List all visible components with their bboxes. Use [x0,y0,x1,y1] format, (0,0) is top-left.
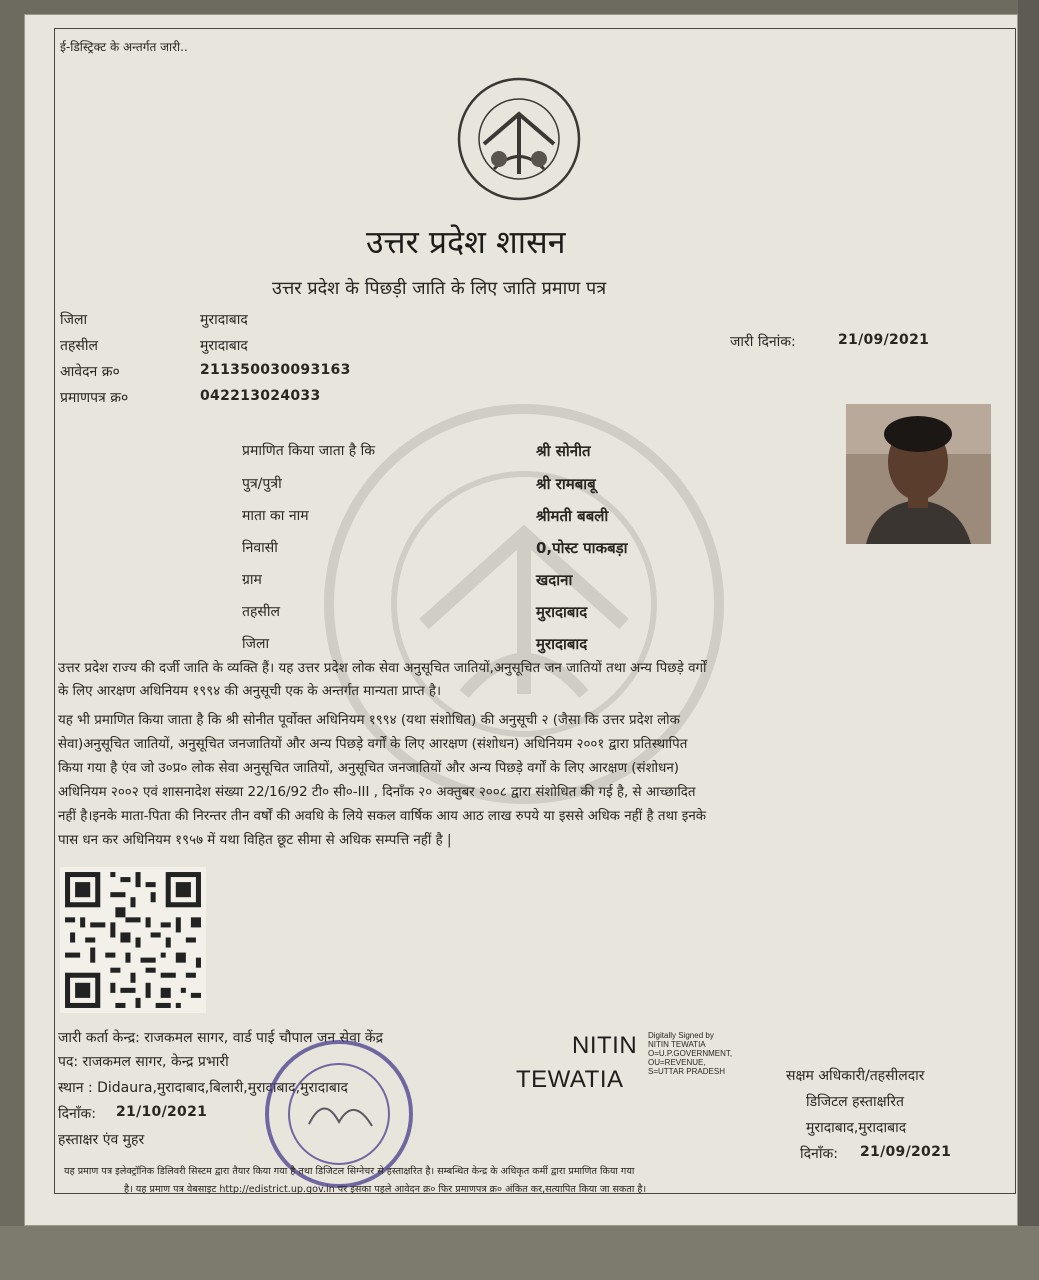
mother-name: श्रीमती बबली [536,507,609,525]
qr-code [60,867,206,1013]
issue-date-value: 21/09/2021 [838,332,930,348]
detail-label: निवासी [242,540,278,556]
application-label: आवेदन क्र० [60,364,120,380]
top-note: ई-डिस्ट्रिक्ट के अन्तर्गत जारी.. [60,40,188,54]
village: खदाना [536,571,573,589]
detail-label: जिला [242,636,270,652]
residence: 0,पोस्ट पाकबड़ा [536,539,628,557]
signature-date-value: 21/09/2021 [860,1144,952,1160]
document-title: उत्तर प्रदेश शासन [366,223,566,261]
body-text: यह भी प्रमाणित किया जाता है कि श्री सोनीत पूर्वोक्त अधिनियम १९९४ (यथा संशोधित) की अनुसूची २ (जैसा कि उत्तर प्रदेश लोक [58,713,680,728]
body-text: सेवा)अनुसूचित जातियों, अनुसूचित जनजातियों और अन्य पिछड़े वर्गों के लिए आरक्षण (संशोधन) अधिनियम २००१ द्वारा प्रतिस्थापित [58,737,688,752]
application-number: 211350030093163 [200,362,351,378]
detail-label: पुत्र/पुत्री [242,476,282,492]
detail-label: माता का नाम [242,508,309,524]
background-edge [1018,0,1039,1280]
signer-name-line2: TEWATIA [516,1066,624,1093]
digital-sign-line: O=U.P.GOVERNMENT, [648,1049,733,1058]
digital-signature-note: डिजिटल हस्ताक्षरित [806,1094,904,1110]
body-text: के लिए आरक्षण अधिनियम १९९४ की अनुसूची एक के अन्तर्गत मान्यता प्राप्त है। [58,684,442,699]
tehsil: मुरादाबाद [536,603,588,621]
signature-location: मुरादाबाद,मुरादाबाद [806,1120,907,1136]
detail-label: तहसील [242,604,280,620]
detail-label: ग्राम [242,572,262,588]
body-text: अधिनियम २००२ एवं शासनादेश संख्या 22/16/92 टी० सी०-III , दिनाँक २० अक्तुबर २००८ द्वारा संशोधित की गई है, से आच्छादित [58,785,696,800]
detail-label: प्रमाणित किया जाता है कि [242,443,376,459]
up-emblem-logo [444,74,594,204]
body-text: उत्तर प्रदेश राज्य की दर्जी जाति के व्यक्ति हैं। यह उत्तर प्रदेश लोक सेवा अनुसूचित जातियों,अनुसूचित जन जातियों तथा अन्य पिछड़े वर्गों [58,661,707,676]
issuer-place: स्थान : Didaura,मुरादाबाद,बिलारी,मुरादाबाद,मुरादाबाद [58,1080,348,1096]
district-label: जिला [60,312,88,328]
document-subtitle: उत्तर प्रदेश के पिछड़ी जाति के लिए जाति प्रमाण पत्र [272,278,607,299]
background-floor [0,1226,1039,1280]
issuer-date-label: दिनाँक: [58,1106,96,1122]
footer-note: है। यह प्रमाण पत्र वेबसाइट http://edistrict.up.gov.in पर इसका पहले आवेदन क्र० फिर प्रमाणपत्र क्र० अंकित कर,सत्यापित किया जा सकता है। [124,1184,647,1195]
tehsil-label: तहसील [60,338,98,354]
digital-sign-line: S=UTTAR PRADESH [648,1067,725,1076]
tehsil-value: मुरादाबाद [200,338,248,354]
issue-date-label: जारी दिनांक: [730,334,796,350]
district-value: मुरादाबाद [200,312,248,328]
body-text: पास धन कर अधिनियम १९५७ में यथा विहित छूट सीमा से अधिक सम्पत्ति नहीं है | [58,833,452,848]
body-text: नहीं है।इनके माता-पिता की निरन्तर तीन वर्षों की अवधि के लिये सकल वार्षिक आय आठ लाख रुपये या इससे अधिक नहीं है तथा इनके [58,809,707,824]
district: मुरादाबाद [536,635,588,653]
digital-sign-line: Digitally Signed by [648,1031,714,1040]
issuer-center: जारी कर्ता केन्द्र: राजकमल सागर, वार्ड पाई चौपाल जन सेवा केंद्र [58,1030,384,1046]
certificate-label: प्रमाणपत्र क्र० [60,390,129,406]
applicant-photo [846,404,991,544]
digital-sign-line: OU=REVENUE, [648,1058,706,1067]
signing-authority: सक्षम अधिकारी/तहसीलदार [786,1068,925,1084]
signature-date-label: दिनाँक: [800,1146,838,1162]
certificate-number: 042213024033 [200,388,321,404]
signer-name-line1: NITIN [572,1032,638,1059]
issuer-post: पद: राजकमल सागर, केन्द्र प्रभारी [58,1054,229,1070]
issuer-sign: हस्ताक्षर एंव मुहर [58,1132,145,1148]
father-name: श्री रामबाबू [536,475,596,493]
footer-note: यह प्रमाण पत्र इलेक्ट्रॉनिक डिलिवरी सिस्टम द्वारा तैयार किया गया है तथा डिजिटल सिग्नेचर से हस्ताक्षरित है। सम्बन्धित केन्द्र के अधिकृत कर्मी द्वारा प्रमाणित किया गया [64,1166,635,1177]
body-text: किया गया है एंव जो उ०प्र० लोक सेवा अनुसूचित जातियों, अनुसूचित जनजातियों और अन्य पिछड़े वर्गों के लिए आरक्षण (संशोधन) [58,761,680,776]
issuer-date-value: 21/10/2021 [116,1104,208,1120]
certificate-page [24,14,1018,1226]
digital-sign-line: NITIN TEWATIA [648,1040,706,1049]
applicant-name: श्री सोनीत [536,442,591,460]
